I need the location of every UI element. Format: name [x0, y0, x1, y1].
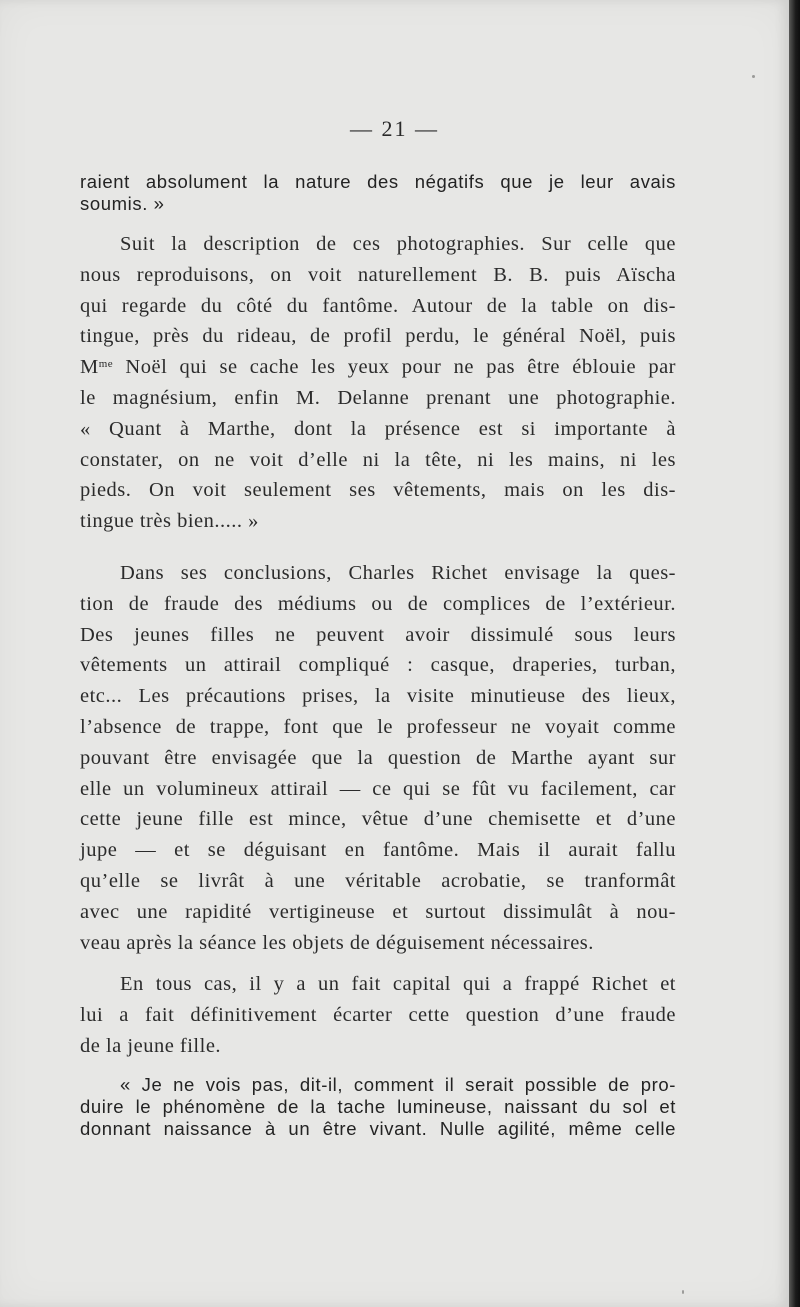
paper-speck: [682, 1290, 684, 1294]
text-line: tingue très bien..... »: [80, 510, 259, 533]
text-line: vêtements un attirail compliqué : casque, draperies, turban,: [80, 654, 676, 677]
text-line: avec une rapidité vertigineuse et surtout dissimulât à nou-: [80, 900, 676, 923]
text-line: « Je ne vois pas, dit-il, comment il serait possible de pro-: [120, 1074, 676, 1095]
text-line: En tous cas, il y a un fait capital qui a frappé Richet et: [120, 973, 676, 995]
page-edge-shadow: [789, 0, 800, 1307]
text-line: veau après la séance les objets de déguisement nécessaires.: [80, 931, 594, 954]
paper-speck: [752, 75, 755, 78]
text-line: duire le phénomène de la tache lumineuse, naissant du sol et: [80, 1096, 676, 1117]
text-line: jupe — et se déguisant en fantôme. Mais il aurait fallu: [80, 839, 676, 862]
text-line: raient absolument la nature des négatifs que je leur avais: [80, 171, 676, 192]
text-fragment: M: [80, 356, 99, 379]
text-line: constater, on ne voit d’elle ni la tête, ni les mains, ni les: [80, 448, 676, 471]
text-line: etc... Les précautions prises, la visite minutieuse des lieux,: [80, 685, 676, 708]
paragraph-photo-description: [80, 229, 676, 537]
text-line: nous reproduisons, on voit naturellement B. B. puis Aïscha: [80, 263, 676, 286]
text-fragment: Noël qui se cache les yeux pour ne pas être éblouie par: [113, 356, 676, 379]
text-line: cette jeune fille est mince, vêtue d’une chemisette et d’une: [80, 808, 676, 831]
paragraph-richet-quote: [80, 1074, 676, 1140]
text-line: elle un volumineux attirail — ce qui se fût vu facilement, car: [80, 777, 676, 800]
paragraph-quote-end: [80, 171, 676, 215]
text-line: soumis. »: [80, 193, 165, 214]
text-line: l’absence de trappe, font que le professeur ne voyait comme: [80, 715, 676, 738]
text-line: tion de fraude des médiums ou de complices de l’extérieur.: [80, 592, 676, 615]
text-line: donnant naissance à un être vivant. Nulle agilité, même celle: [80, 1118, 676, 1139]
text-line-mme: [80, 352, 676, 383]
text-line: pouvant être envisagée que la question de Marthe ayant sur: [80, 746, 676, 769]
text-line: qu’elle se livrât à une véritable acrobatie, se tranformât: [80, 869, 676, 892]
text-line: lui a fait définitivement écarter cette question d’une fraude: [80, 1003, 676, 1026]
text-line: Suit la description de ces photographies. Sur celle que: [120, 233, 676, 255]
text-line: qui regarde du côté du fantôme. Autour de la table on dis-: [80, 294, 676, 317]
page-number: — 21 —: [350, 116, 439, 141]
text-line: Dans ses conclusions, Charles Richet envisage la ques-: [120, 562, 676, 584]
paragraph-conclusions: [80, 558, 676, 958]
paragraph-capital-fact: [80, 969, 676, 1061]
text-line: le magnésium, enfin M. Delanne prenant une photographie.: [80, 386, 676, 409]
text-line: Des jeunes filles ne peuvent avoir dissimulé sous leurs: [80, 623, 676, 646]
superscript: me: [98, 358, 114, 371]
text-line: pieds. On voit seulement ses vêtements, mais on les dis-: [80, 479, 676, 502]
text-line: de la jeune fille.: [80, 1034, 222, 1057]
text-line: tingue, près du rideau, de profil perdu, le général Noël, puis: [80, 325, 676, 348]
text-line: « Quant à Marthe, dont la présence est si importante à: [80, 417, 676, 440]
